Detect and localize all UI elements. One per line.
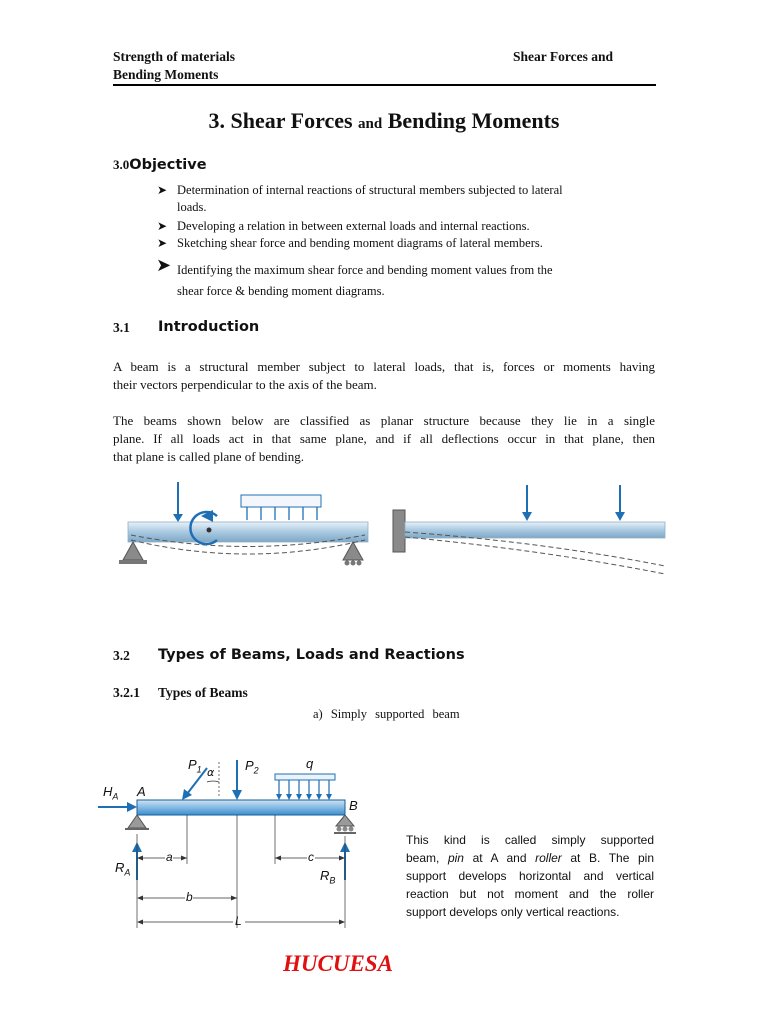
page-title: 3. Shear Forces and Bending Moments bbox=[208, 108, 560, 133]
figure-caption: a) Simply supported beam bbox=[313, 707, 460, 721]
label-p2: $P_2$ bbox=[245, 758, 259, 776]
objective-heading: 3.0Objective bbox=[113, 157, 207, 173]
subsection-number: 3.2.1 bbox=[113, 685, 140, 700]
bullet-arrow-icon: ➤ bbox=[157, 236, 168, 250]
planar-beams-figure bbox=[113, 480, 673, 580]
label-ha: $H_A$ bbox=[103, 784, 119, 802]
objective-bullet-4b: shear force & bending moment diagrams. bbox=[177, 284, 385, 298]
label-alpha: α bbox=[207, 766, 215, 779]
bullet-arrow-icon: ➤ bbox=[157, 183, 168, 197]
label-a-point: A bbox=[137, 784, 146, 799]
label-dim-a: a bbox=[166, 850, 173, 864]
types-number: 3.2 bbox=[113, 648, 130, 663]
label-q: q bbox=[306, 756, 314, 771]
header-rule bbox=[113, 84, 656, 86]
cantilever-beam-illustration bbox=[393, 485, 665, 574]
bullet-arrow-large-icon: ➤ bbox=[156, 255, 172, 276]
label-dim-l: L bbox=[235, 914, 242, 928]
subsection-heading: Types of Beams bbox=[158, 685, 248, 700]
intro-number: 3.1 bbox=[113, 320, 130, 335]
label-dim-b: b bbox=[186, 890, 193, 904]
label-rb: $R_B$ bbox=[320, 868, 336, 886]
header-right: Shear Forces and bbox=[513, 49, 614, 64]
objective-bullet-4a: Identifying the maximum shear force and bending moment values from the bbox=[177, 263, 553, 277]
objective-bullet-2: Developing a relation in between external loads and internal reactions. bbox=[177, 219, 530, 233]
objective-bullet-1a: Determination of internal reactions of structural members subjected to lateral bbox=[177, 183, 563, 197]
intro-paragraph-1: A beam is a structural member subject to lateral loads, that is, forces or moments having their vectors perpendicular to the axis of the beam. bbox=[113, 359, 655, 392]
simply-supported-beam-illustration bbox=[119, 482, 368, 566]
objective-bullet-3: Sketching shear force and bending moment diagrams of lateral members. bbox=[177, 236, 543, 250]
label-p1: $P_1$ bbox=[188, 757, 202, 775]
header-left-line2: Bending Moments bbox=[113, 67, 219, 82]
label-b-point: B bbox=[349, 798, 358, 813]
label-ra: $R_A$ bbox=[115, 860, 131, 878]
beam-description: This kind is called simply supported beam, pin at A and roller at B. The pin support develops horizontal and vertical reaction but not moment and the roller support develops only vertical reactions. bbox=[406, 833, 655, 919]
types-heading: Types of Beams, Loads and Reactions bbox=[158, 647, 465, 663]
header-left-line1: Strength of materials bbox=[113, 49, 235, 64]
objective-bullet-1b: loads. bbox=[177, 200, 207, 214]
footer-brand: HUCUESA bbox=[283, 951, 393, 976]
intro-heading: Introduction bbox=[158, 319, 260, 335]
simply-supported-beam-diagram bbox=[95, 752, 365, 937]
bullet-arrow-icon: ➤ bbox=[157, 219, 168, 233]
intro-paragraph-2: The beams shown below are classified as planar structure because they lie in a single plane. If all loads act in that same plane, and if all deflections occur in that plane, then that plane is called plane of bending. bbox=[113, 413, 655, 464]
label-dim-c: c bbox=[308, 850, 314, 864]
